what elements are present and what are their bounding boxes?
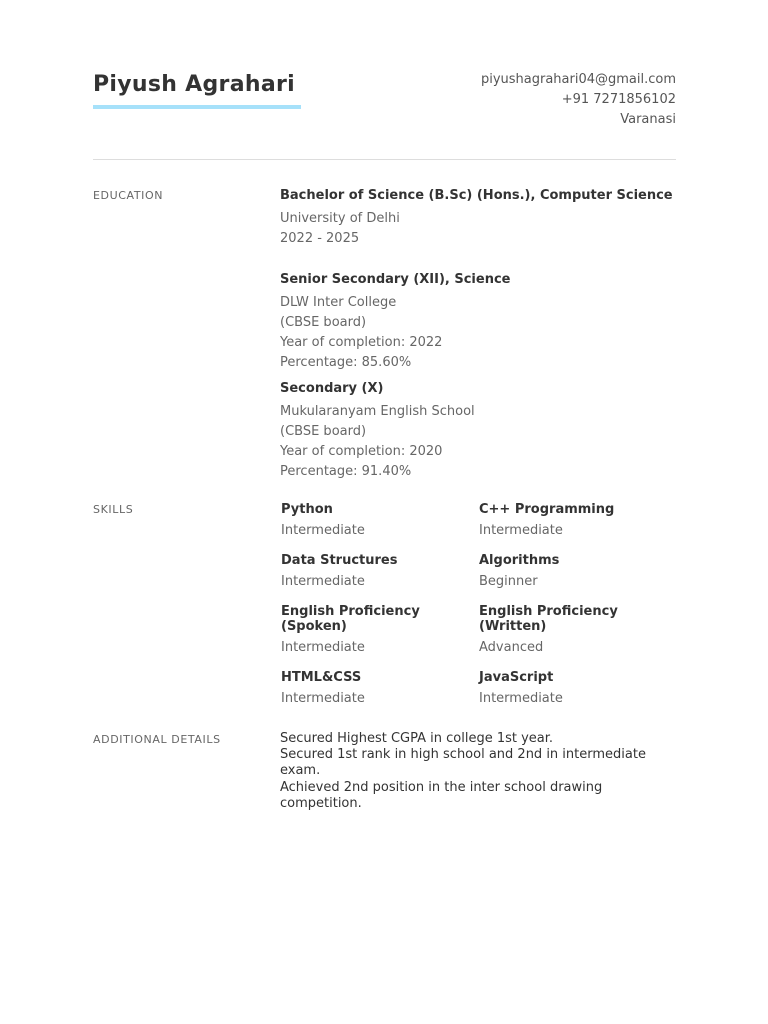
location: Varanasi xyxy=(620,112,676,127)
education-degree: Secondary (X) xyxy=(280,381,384,396)
skill-item xyxy=(281,553,471,592)
skill-item xyxy=(479,670,669,709)
skill-level: Intermediate xyxy=(281,574,365,589)
skill-level: Advanced xyxy=(479,640,544,655)
education-entry-bsc xyxy=(280,188,676,249)
skill-item xyxy=(479,502,669,541)
phone: +91 7271856102 xyxy=(561,92,676,107)
name-underline xyxy=(93,105,301,109)
skill-name: Python xyxy=(281,502,333,517)
skill-level: Beginner xyxy=(479,574,538,589)
additional-details-text xyxy=(280,731,676,812)
education-detail: 2022 - 2025 xyxy=(280,231,360,246)
contact-block xyxy=(481,70,676,130)
skill-item xyxy=(281,604,471,658)
education-entry-xii xyxy=(280,272,676,373)
education-detail: Percentage: 85.60% xyxy=(280,355,412,370)
skill-item xyxy=(281,670,471,709)
candidate-name: Piyush Agrahari xyxy=(93,72,295,97)
skills-section-title: SKILLS xyxy=(93,503,134,516)
skill-name: JavaScript xyxy=(479,670,554,685)
education-degree: Bachelor of Science (B.Sc) (Hons.), Computer Science xyxy=(280,188,673,203)
education-detail: Year of completion: 2020 xyxy=(280,444,443,459)
education-detail: (CBSE board) xyxy=(280,315,367,330)
skill-level: Intermediate xyxy=(281,691,365,706)
email: piyushagrahari04@gmail.com xyxy=(480,72,676,87)
additional-detail-line: Secured 1st rank in high school and 2nd in intermediate exam. xyxy=(280,747,646,779)
additional-detail-line: Secured Highest CGPA in college 1st year. xyxy=(280,731,554,746)
skill-name: English Proficiency (Written) xyxy=(479,604,618,634)
skill-level: Intermediate xyxy=(479,523,563,538)
skill-name: Algorithms xyxy=(479,553,560,568)
education-detail: Mukularanyam English School xyxy=(280,404,475,419)
skill-item xyxy=(479,553,669,592)
skill-name: English Proficiency (Spoken) xyxy=(281,604,420,634)
skill-level: Intermediate xyxy=(479,691,563,706)
education-section-title: EDUCATION xyxy=(93,189,164,202)
education-detail: Year of completion: 2022 xyxy=(280,335,443,350)
skill-name: C++ Programming xyxy=(479,502,615,517)
education-detail: (CBSE board) xyxy=(280,424,367,439)
skill-name: Data Structures xyxy=(281,553,398,568)
skill-item xyxy=(281,502,471,541)
skill-item xyxy=(479,604,669,658)
additional-details-section-title: ADDITIONAL DETAILS xyxy=(93,733,221,746)
education-detail: University of Delhi xyxy=(280,211,400,226)
education-detail: Percentage: 91.40% xyxy=(280,464,412,479)
skill-name: HTML&CSS xyxy=(281,670,362,685)
education-detail: DLW Inter College xyxy=(280,295,397,310)
skill-level: Intermediate xyxy=(281,523,365,538)
additional-detail-line: Achieved 2nd position in the inter school drawing competition. xyxy=(280,779,603,811)
header-divider xyxy=(93,159,676,160)
skill-level: Intermediate xyxy=(281,640,365,655)
education-degree: Senior Secondary (XII), Science xyxy=(280,272,511,287)
education-entry-x xyxy=(280,381,676,482)
